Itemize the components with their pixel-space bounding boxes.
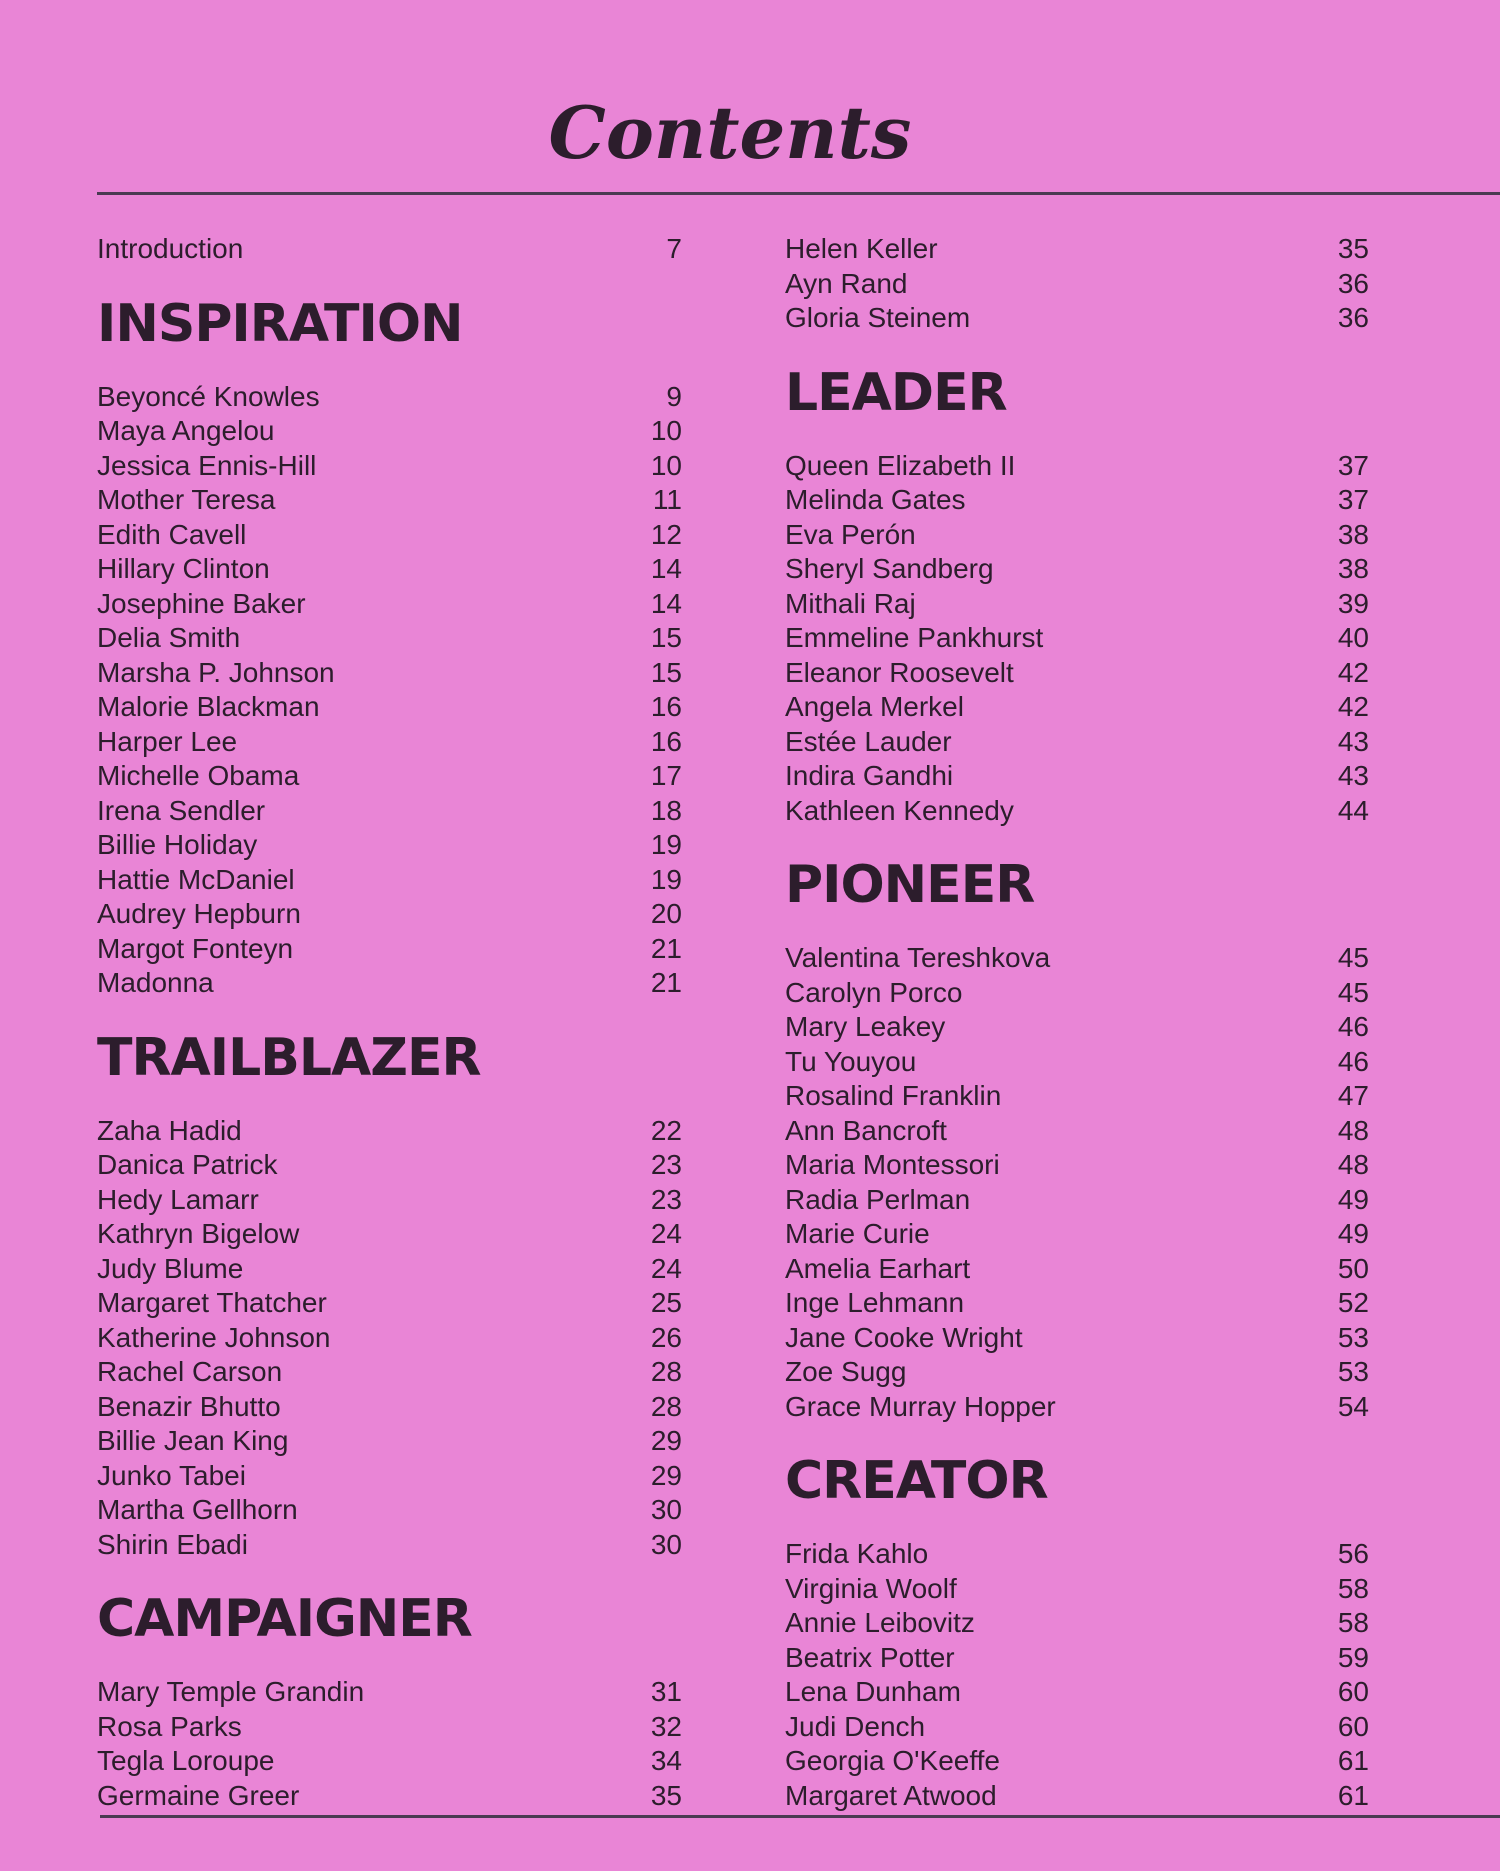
entry-page: 22	[650, 1114, 682, 1146]
right-sections	[785, 350, 1369, 1814]
toc-entry[interactable]	[785, 267, 1369, 302]
entry-name: Zaha Hadid	[97, 1114, 242, 1146]
entry-page: 37	[1337, 449, 1369, 481]
entry-page: 32	[650, 1710, 682, 1742]
entry-page: 14	[650, 553, 682, 584]
entry-name: Margaret Thatcher	[97, 1287, 327, 1318]
toc-entry[interactable]	[785, 1675, 1369, 1710]
toc-entry[interactable]	[97, 1779, 682, 1814]
toc-entry[interactable]	[785, 1355, 1369, 1390]
entry-page: 58	[1337, 1572, 1369, 1604]
entry-name: Sheryl Sandberg	[785, 553, 994, 584]
entry-name: Marsha P. Johnson	[97, 656, 335, 688]
entry-page: 17	[650, 760, 682, 791]
toc-entry[interactable]	[785, 301, 1369, 336]
toc-entry[interactable]	[97, 690, 682, 725]
entry-name: Katherine Johnson	[97, 1321, 331, 1353]
section-heading: INSPIRATION	[97, 293, 463, 354]
entry-page: 18	[650, 794, 682, 826]
entry-page: 28	[650, 1390, 682, 1422]
entry-name: Helen Keller	[785, 233, 938, 264]
toc-entry[interactable]	[785, 941, 1369, 976]
section-heading: LEADER	[785, 362, 1007, 423]
entry-page: 53	[1337, 1321, 1369, 1353]
toc-entry[interactable]	[97, 1183, 682, 1218]
toc-entry[interactable]	[97, 1286, 682, 1321]
entry-page: 36	[1337, 302, 1369, 333]
toc-entry[interactable]	[97, 863, 682, 898]
entry-page: 56	[1337, 1538, 1369, 1569]
entry-name: Emmeline Pankhurst	[785, 622, 1044, 653]
toc-entry[interactable]	[785, 1572, 1369, 1607]
entry-name: Indira Gandhi	[785, 760, 954, 791]
entry-page: 39	[1337, 587, 1369, 619]
entry-name: Judy Blume	[97, 1252, 244, 1284]
entry-name: Grace Murray Hopper	[785, 1390, 1056, 1422]
entry-name: Carolyn Porco	[785, 976, 963, 1008]
entry-page: 60	[1337, 1710, 1369, 1742]
entry-name: Georgia O'Keeffe	[785, 1745, 1000, 1776]
entry-name: Jessica Ennis-Hill	[97, 449, 317, 481]
entry-page: 37	[1337, 484, 1369, 515]
entry-page: 10	[650, 415, 682, 446]
toc-entry[interactable]	[785, 794, 1369, 829]
toc-entry[interactable]	[97, 621, 682, 656]
toc-entry[interactable]	[785, 483, 1369, 518]
entry-name: Rachel Carson	[97, 1356, 283, 1387]
toc-entry[interactable]	[785, 1744, 1369, 1779]
entry-page: 42	[1337, 691, 1369, 722]
entry-page: 45	[1337, 942, 1369, 973]
entry-page: 43	[1337, 725, 1369, 757]
entry-page: 54	[1337, 1390, 1369, 1422]
toc-entry[interactable]	[97, 483, 682, 518]
entry-name: Annie Leibovitz	[785, 1607, 975, 1638]
entry-page: 11	[652, 484, 682, 515]
entry-name: Kathryn Bigelow	[97, 1218, 300, 1249]
entry-name: Introduction	[97, 233, 244, 264]
entry-name: Delia Smith	[97, 622, 241, 653]
entry-name: Germaine Greer	[97, 1779, 300, 1811]
entry-page: 28	[650, 1356, 682, 1387]
toc-entry[interactable]	[785, 1779, 1369, 1814]
entry-page: 49	[1337, 1218, 1369, 1249]
entry-page: 12	[650, 518, 682, 550]
entry-page: 44	[1337, 794, 1369, 826]
entry-name: Gloria Steinem	[785, 302, 971, 333]
entry-page: 50	[1337, 1252, 1369, 1284]
entry-name: Kathleen Kennedy	[785, 794, 1014, 826]
entry-page: 21	[650, 967, 682, 998]
entry-name: Shirin Ebadi	[97, 1528, 248, 1560]
entry-page: 35	[650, 1779, 682, 1811]
toc-entry[interactable]	[97, 1528, 682, 1563]
toc-entry[interactable]	[97, 1424, 682, 1459]
toc-entry[interactable]	[785, 1286, 1369, 1321]
toc-entry-introduction[interactable]	[97, 232, 682, 267]
entry-page: 26	[650, 1321, 682, 1353]
entry-name: Valentina Tereshkova	[785, 942, 1051, 973]
entry-page: 14	[650, 587, 682, 619]
toc-entry[interactable]	[785, 449, 1369, 484]
entry-page: 53	[1337, 1356, 1369, 1387]
entry-page: 24	[650, 1252, 682, 1284]
entry-name: Malorie Blackman	[97, 691, 320, 722]
toc-entry[interactable]	[785, 232, 1369, 267]
entry-page: 46	[1337, 1045, 1369, 1077]
entry-name: Tegla Loroupe	[97, 1745, 275, 1776]
toc-entry[interactable]	[785, 1079, 1369, 1114]
toc-entry[interactable]	[97, 656, 682, 691]
toc-entry[interactable]	[97, 449, 682, 484]
entry-name: Martha Gellhorn	[97, 1494, 298, 1525]
toc-entry[interactable]	[97, 932, 682, 967]
toc-entry[interactable]	[97, 518, 682, 553]
entry-name: Beatrix Potter	[785, 1641, 955, 1673]
entry-page: 34	[650, 1745, 682, 1776]
entry-name: Danica Patrick	[97, 1149, 278, 1180]
toc-entry[interactable]	[97, 759, 682, 794]
entry-page: 48	[1337, 1149, 1369, 1180]
entry-page: 49	[1337, 1183, 1369, 1215]
entry-page: 40	[1337, 622, 1369, 653]
entry-name: Ann Bancroft	[785, 1114, 947, 1146]
toc-entry[interactable]	[785, 1321, 1369, 1356]
toc-entry[interactable]	[785, 976, 1369, 1011]
toc-entry[interactable]	[785, 552, 1369, 587]
entry-page: 21	[650, 932, 682, 964]
toc-entry[interactable]	[97, 1710, 682, 1745]
entry-page: 46	[1337, 1011, 1369, 1042]
toc-entry[interactable]	[97, 725, 682, 760]
entry-page: 10	[650, 449, 682, 481]
page-title: Contents	[548, 90, 912, 175]
section-heading: PIONEER	[785, 855, 1035, 915]
entry-page: 15	[650, 656, 682, 688]
toc-entry[interactable]	[785, 587, 1369, 622]
entry-page: 43	[1337, 760, 1369, 791]
bottom-divider	[100, 1815, 1500, 1818]
entry-name: Audrey Hepburn	[97, 898, 301, 929]
entry-name: Maya Angelou	[97, 415, 275, 446]
entry-name: Tu Youyou	[785, 1045, 917, 1077]
toc-entry[interactable]	[97, 1744, 682, 1779]
entry-page: 35	[1337, 233, 1369, 264]
toc-entry[interactable]	[97, 552, 682, 587]
entry-name: Hedy Lamarr	[97, 1183, 259, 1215]
toc-entry[interactable]	[785, 1252, 1369, 1287]
entry-name: Harper Lee	[97, 725, 238, 757]
toc-entry[interactable]	[785, 725, 1369, 760]
entry-name: Eva Perón	[785, 518, 916, 550]
toc-entry[interactable]	[97, 1321, 682, 1356]
entry-page: 7	[666, 233, 682, 264]
toc-entry[interactable]	[97, 1252, 682, 1287]
entry-name: Irena Sendler	[97, 794, 266, 826]
entry-name: Rosa Parks	[97, 1710, 242, 1742]
entry-page: 16	[650, 725, 682, 757]
entry-name: Edith Cavell	[97, 518, 247, 550]
toc-entry[interactable]	[97, 1493, 682, 1528]
toc-entry[interactable]	[97, 1355, 682, 1390]
entry-page: 20	[650, 898, 682, 929]
entry-name: Hattie McDaniel	[97, 863, 295, 895]
toc-entry[interactable]	[97, 1217, 682, 1252]
entry-page: 15	[650, 622, 682, 653]
entry-name: Estée Lauder	[785, 725, 952, 757]
toc-entry[interactable]	[97, 1675, 682, 1710]
entry-name: Eleanor Roosevelt	[785, 656, 1014, 688]
entry-page: 47	[1337, 1080, 1369, 1111]
toc-entry[interactable]	[785, 1390, 1369, 1425]
entry-name: Lena Dunham	[785, 1676, 961, 1707]
entry-name: Josephine Baker	[97, 587, 306, 619]
section-heading: TRAILBLAZER	[97, 1027, 481, 1088]
toc-entry[interactable]	[97, 897, 682, 932]
entry-name: Junko Tabei	[97, 1459, 246, 1491]
entry-page: 60	[1337, 1676, 1369, 1707]
toc-entry[interactable]	[97, 1148, 682, 1183]
entry-name: Zoe Sugg	[785, 1356, 907, 1387]
toc-entry[interactable]	[97, 1114, 682, 1149]
entry-page: 19	[650, 829, 682, 860]
entry-page: 23	[650, 1149, 682, 1180]
entry-name: Hillary Clinton	[97, 553, 270, 584]
entry-page: 42	[1337, 656, 1369, 688]
entry-page: 29	[650, 1425, 682, 1456]
entry-page: 38	[1337, 553, 1369, 584]
toc-entry[interactable]	[785, 1217, 1369, 1252]
entry-name: Maria Montessori	[785, 1149, 1000, 1180]
entry-page: 36	[1337, 267, 1369, 299]
toc-entry[interactable]	[97, 966, 682, 1001]
entry-name: Madonna	[97, 967, 214, 998]
right-column	[785, 232, 1369, 1813]
entry-page: 58	[1337, 1607, 1369, 1638]
toc-entry[interactable]	[785, 1183, 1369, 1218]
entry-page: 61	[1337, 1745, 1369, 1776]
entry-name: Radia Perlman	[785, 1183, 971, 1215]
entry-name: Mary Temple Grandin	[97, 1676, 365, 1707]
toc-entry[interactable]	[785, 1010, 1369, 1045]
top-divider	[97, 192, 1500, 195]
entry-page: 48	[1337, 1114, 1369, 1146]
entry-name: Jane Cooke Wright	[785, 1321, 1023, 1353]
entry-name: Mary Leakey	[785, 1011, 946, 1042]
section-heading: CREATOR	[785, 1451, 1048, 1511]
entry-page: 31	[650, 1676, 682, 1707]
entry-name: Queen Elizabeth II	[785, 449, 1016, 481]
section-heading: CAMPAIGNER	[97, 1589, 472, 1649]
left-column	[97, 232, 682, 1813]
entry-page: 52	[1337, 1287, 1369, 1318]
toc-entry[interactable]	[97, 828, 682, 863]
toc-entry[interactable]	[97, 414, 682, 449]
entry-page: 59	[1337, 1641, 1369, 1673]
entry-page: 61	[1337, 1779, 1369, 1811]
entry-page: 23	[650, 1183, 682, 1215]
toc-entry[interactable]	[785, 518, 1369, 553]
entry-page: 16	[650, 691, 682, 722]
toc-entry[interactable]	[785, 1710, 1369, 1745]
entry-name: Melinda Gates	[785, 484, 966, 515]
toc-entry[interactable]	[785, 1537, 1369, 1572]
entry-name: Michelle Obama	[97, 760, 300, 791]
toc-entry[interactable]	[785, 1045, 1369, 1080]
entry-name: Margaret Atwood	[785, 1779, 997, 1811]
entry-name: Judi Dench	[785, 1710, 926, 1742]
entry-page: 9	[666, 380, 682, 412]
continued-entries	[785, 232, 1369, 336]
toc-entry[interactable]	[97, 380, 682, 415]
toc-entry[interactable]	[785, 621, 1369, 656]
entry-page: 30	[650, 1528, 682, 1560]
entry-name: Virginia Woolf	[785, 1572, 957, 1604]
entry-page: 29	[650, 1459, 682, 1491]
entry-name: Billie Jean King	[97, 1425, 289, 1456]
entry-name: Mother Teresa	[97, 484, 276, 515]
toc-entry[interactable]	[785, 1148, 1369, 1183]
entry-page: 30	[650, 1494, 682, 1525]
toc-entry[interactable]	[785, 1114, 1369, 1149]
entry-page: 19	[650, 863, 682, 895]
entry-page: 24	[650, 1218, 682, 1249]
toc-entry[interactable]	[97, 1459, 682, 1494]
left-sections	[97, 281, 682, 1814]
entry-page: 25	[650, 1287, 682, 1318]
toc-entry[interactable]	[785, 759, 1369, 794]
entry-name: Marie Curie	[785, 1218, 930, 1249]
entry-name: Rosalind Franklin	[785, 1080, 1002, 1111]
entry-page: 45	[1337, 976, 1369, 1008]
entry-name: Billie Holiday	[97, 829, 258, 860]
entry-page: 38	[1337, 518, 1369, 550]
entry-name: Amelia Earhart	[785, 1252, 971, 1284]
entry-name: Frida Kahlo	[785, 1538, 929, 1569]
toc-entry[interactable]	[97, 794, 682, 829]
toc-entry[interactable]	[785, 1606, 1369, 1641]
entry-name: Beyoncé Knowles	[97, 380, 320, 412]
toc-entry[interactable]	[97, 587, 682, 622]
toc-entry[interactable]	[97, 1390, 682, 1425]
entry-name: Ayn Rand	[785, 267, 908, 299]
entry-name: Benazir Bhutto	[97, 1390, 281, 1422]
toc-entry[interactable]	[785, 1641, 1369, 1676]
entry-name: Margot Fonteyn	[97, 932, 294, 964]
entry-name: Inge Lehmann	[785, 1287, 965, 1318]
entry-name: Mithali Raj	[785, 587, 916, 619]
entry-name: Angela Merkel	[785, 691, 964, 722]
toc-entry[interactable]	[785, 690, 1369, 725]
toc-entry[interactable]	[785, 656, 1369, 691]
